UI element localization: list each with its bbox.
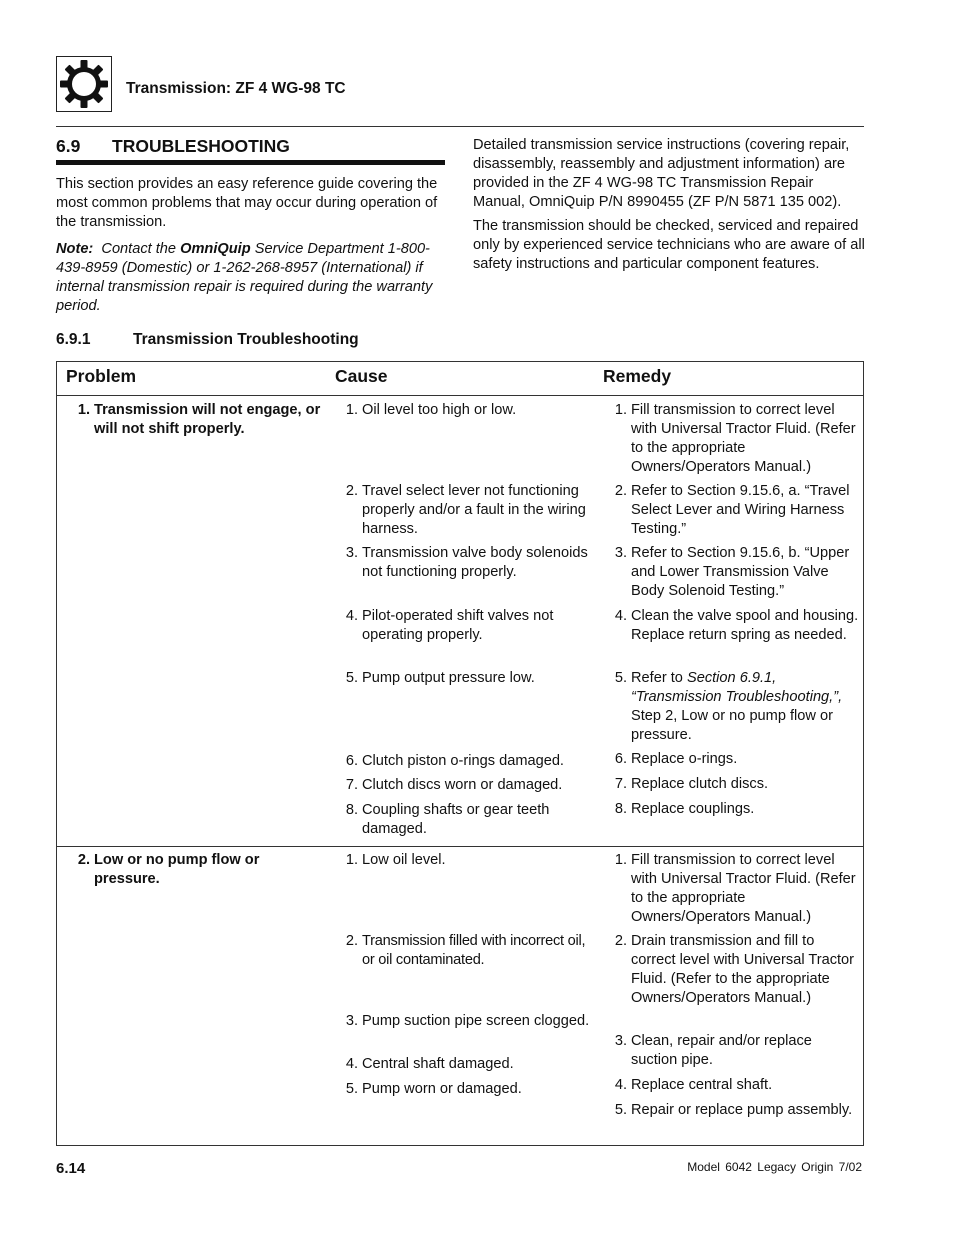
problem-2-number: 2. [77, 852, 90, 868]
subsection-title: Transmission Troubleshooting [133, 331, 359, 348]
remedy-5-cross-reference: Section 6.9.1, “Transmission Troubleshooting,”, [631, 670, 843, 705]
problem-2-text: Low or no pump flow or pressure. [94, 852, 260, 887]
column-header-cause: Cause [335, 366, 388, 386]
remedy-5-pre: Refer to [631, 670, 683, 686]
remedy-5-post: Step 2, Low or no pump flow or pressure. [631, 708, 833, 743]
problem-1-text: Transmission will not engage, or will not shift properly. [94, 402, 321, 437]
footer-model-info: Model 6042 Legacy Origin 7/02 [687, 1160, 862, 1174]
table-header-divider [56, 395, 864, 396]
page-number: 6.14 [56, 1160, 86, 1177]
note-brand: OmniQuip [180, 241, 251, 257]
problem-1-number: 1. [77, 402, 90, 418]
subsection-number: 6.9.1 [56, 331, 91, 348]
intro-paragraph: This section provides an easy reference guide covering the most common problems that may occur during operation of the transmission. [56, 176, 438, 230]
column-header-problem: Problem [66, 366, 137, 386]
service-note [56, 240, 448, 316]
note-label: Note: [56, 241, 94, 257]
table-row-divider [56, 846, 864, 847]
repair-manual-paragraph: Detailed transmission service instructions (covering repair, disassembly, reassembly and adjustment information) are provided in the ZF 4 WG-98 TC Transmission Repair Manual, OmniQuip P/N 8990455 (ZF P/N 5871 135 002). [473, 137, 850, 210]
section-title: TROUBLESHOOTING [112, 136, 290, 156]
technician-paragraph: The transmission should be checked, serviced and repaired only by experienced service technicians who are aware of all safety instructions and particular component features. [473, 218, 865, 272]
gear-icon [57, 57, 111, 111]
column-header-remedy: Remedy [603, 366, 672, 386]
running-title: Transmission: ZF 4 WG-98 TC [126, 80, 346, 97]
section-logo [56, 56, 112, 112]
section-number: 6.9 [56, 136, 81, 156]
note-text-post: Service Department 1-800-439-8959 (Domestic) or 1-262-268-8957 (International) if internal transmission repair is required during the warranty period. [56, 241, 433, 314]
section-heading-rule [56, 160, 445, 165]
note-text-pre: Contact the [101, 241, 177, 257]
header-divider [56, 126, 864, 127]
